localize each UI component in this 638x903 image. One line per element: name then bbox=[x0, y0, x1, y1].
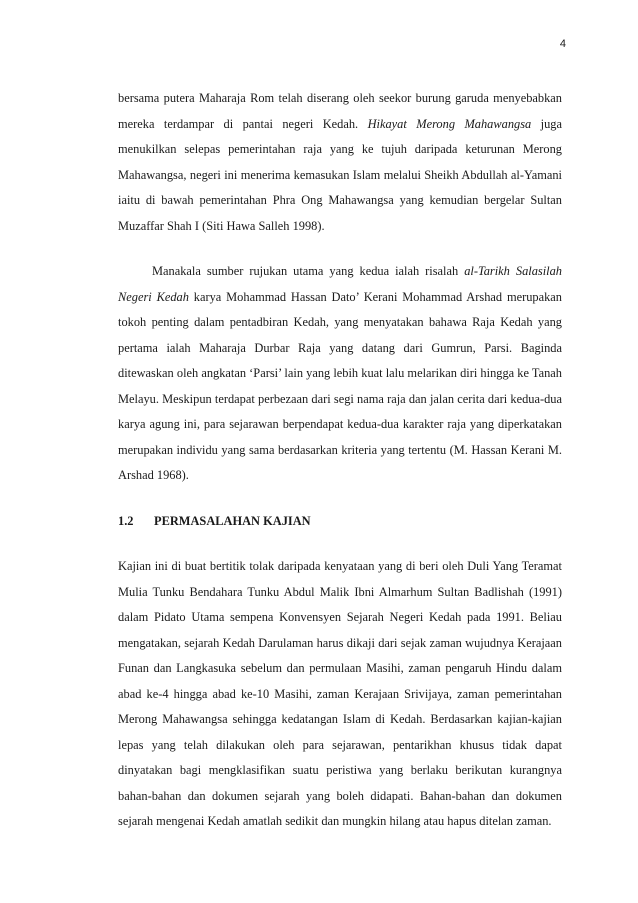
paragraph-2-text-b: karya Mohammad Hassan Dato’ Kerani Mohammad Arshad merupakan tokoh penting dalam pentadbiran Kedah, yang menyatakan bahawa Raja Kedah yang pertama ialah Maharaja Durbar Raja yang datang dari Gumrun, Parsi. Baginda ditewaskan oleh angkatan ‘Parsi’ lain yang lebih kuat lalu melarikan diri hingga ke Tanah Melayu. Meskipun terdapat perbezaan dari segi nama raja dan jalan cerita dari kedua-dua karya agung ini, para sejarawan berpendapat kedua-dua karakter raja yang diperkatakan merupakan individu yang sama berdasarkan kriteria yang tertentu (M. Hassan Kerani M. Arshad 1968). bbox=[118, 289, 562, 482]
section-number: 1.2 bbox=[118, 513, 134, 528]
section-heading bbox=[118, 509, 562, 535]
page-body bbox=[118, 86, 562, 835]
paragraph-2 bbox=[118, 259, 562, 489]
paragraph-1-text-a: bersama putera Maharaja Rom telah diserang oleh seekor burung garuda menyebabkan mereka terdampar di pantai negeri Kedah. bbox=[118, 91, 562, 131]
paragraph-2-text-a: Manakala sumber rujukan utama yang kedua ialah risalah bbox=[152, 264, 465, 278]
section-title: PERMASALAHAN KAJIAN bbox=[154, 513, 311, 528]
paragraph-1-text-b: juga menukilkan selepas pemerintahan raja yang ke tujuh daripada keturunan Merong Mahawangsa, negeri ini menerima kemasukan Islam melalui Sheikh Abdullah al-Yamani iaitu di bawah pemerintahan Phra Ong Mahawangsa yang kemudian bergelar Sultan Muzaffar Shah I (Siti Hawa Salleh 1998). bbox=[118, 116, 562, 233]
paragraph-3: Kajian ini di buat bertitik tolak daripada kenyataan yang di beri oleh Duli Yang Teramat Mulia Tunku Bendahara Tunku Abdul Malik Ibni Almarhum Sultan Badlishah (1991) dalam Pidato Utama sempena Konvensyen Sejarah Negeri Kedah pada 1991. Beliau mengatakan, sejarah Kedah Darulaman harus dikaji dari sejak zaman wujudnya Kerajaan Funan dan Langkasuka sebelum dan permulaan Masihi, zaman pengaruh Hindu dalam abad ke-4 hingga abad ke-10 Masihi, zaman Kerajaan Srivijaya, zaman pemerintahan Merong Mahawangsa sehingga kedatangan Islam di Kedah. Berdasarkan kajian-kajian lepas yang telah dilakukan oleh para sejarawan, pentarikhan khusus tidak dapat dinyatakan bagi mengklasifikan suatu peristiwa yang berlaku berikutan kurangnya bahan-bahan dan dokumen sejarah yang boleh didapati. Bahan-bahan dan dokumen sejarah mengenai Kedah amatlah sedikit dan mungkin hilang atau hapus ditelan zaman. bbox=[118, 559, 562, 828]
page-number: 4 bbox=[559, 38, 566, 50]
paragraph-1 bbox=[118, 86, 562, 239]
paragraph-2-italic-title: al-Tarikh Salasilah Negeri Kedah bbox=[118, 264, 562, 304]
paragraph-1-italic-title: Hikayat Merong Mahawangsa bbox=[367, 116, 532, 131]
